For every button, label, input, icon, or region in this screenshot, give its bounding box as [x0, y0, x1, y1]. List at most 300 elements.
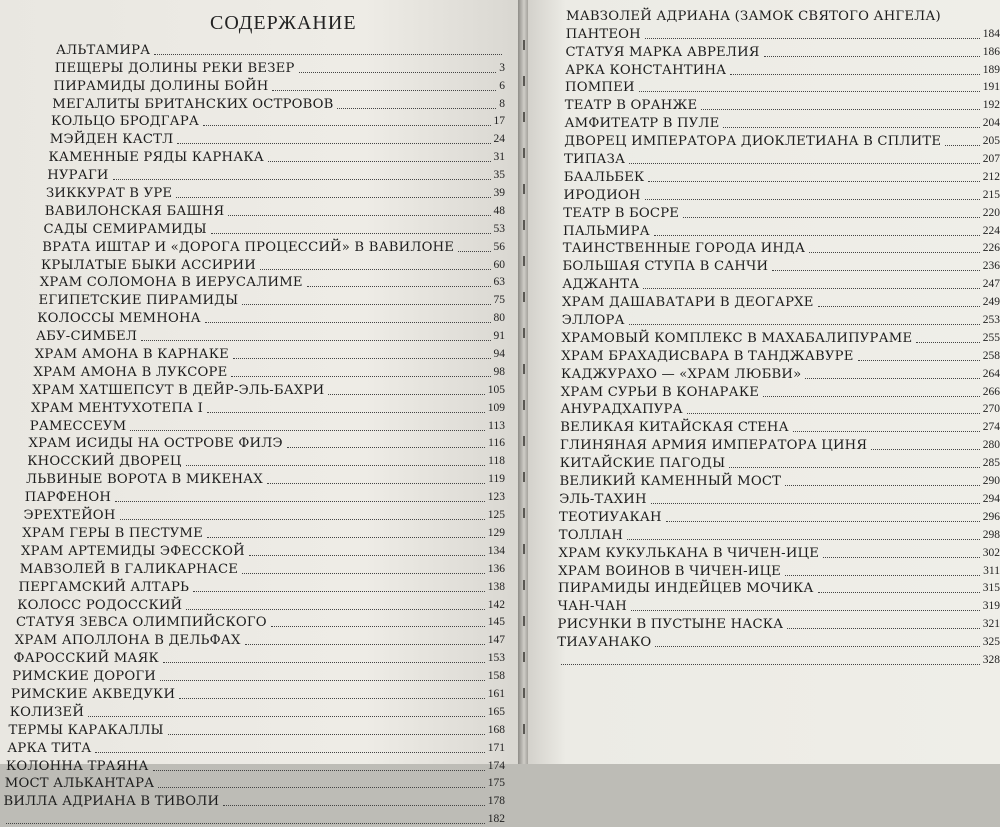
dot-leader [205, 321, 491, 323]
toc-entry [0, 451, 505, 469]
toc-entry-title: ХРАМОВЫЙ КОМПЛЕКС В МАХАБАЛИПУРАМЕ [561, 330, 913, 346]
toc-entry-title: МЭЙДЕН КАСТЛ [49, 132, 174, 148]
binding-stitch [523, 364, 525, 374]
dot-leader [764, 55, 980, 57]
toc-entry [528, 364, 1000, 382]
toc-entry [528, 382, 1000, 400]
toc-entry [0, 201, 505, 219]
toc-entry [528, 489, 1000, 507]
dot-leader [233, 357, 491, 359]
toc-entry-page: 134 [487, 544, 505, 557]
toc-entry-title: ПЕЩЕРЫ ДОЛИНЫ РЕКИ ВЕЗЕР [54, 60, 295, 76]
dot-leader [793, 430, 980, 432]
toc-entry-page: 39 [493, 187, 505, 200]
toc-entry [0, 129, 505, 147]
toc-entry-title: ПОМПЕИ [565, 80, 635, 96]
toc-entry [0, 809, 505, 827]
toc-entry-page: 258 [982, 349, 1000, 362]
dot-leader [858, 359, 980, 361]
dot-leader [645, 37, 980, 39]
dot-leader [809, 251, 980, 253]
toc-entry-page: 138 [487, 580, 505, 593]
toc-entry-title: ВАВИЛОНСКАЯ БАШНЯ [44, 203, 225, 219]
toc-entry [528, 453, 1000, 471]
toc-entry-page: 153 [487, 652, 505, 665]
toc-entry-page: 136 [487, 562, 505, 575]
toc-entry [528, 650, 1000, 668]
toc-entry-page: 191 [982, 81, 1000, 94]
toc-entry [528, 167, 1000, 185]
dot-leader [654, 234, 980, 236]
binding-stitch [523, 148, 525, 158]
dot-leader [163, 661, 485, 663]
toc-entry [528, 400, 1000, 418]
toc-entry-page: 168 [487, 723, 505, 736]
toc-entry-page: 75 [493, 294, 505, 307]
toc-entry [528, 417, 1000, 435]
toc-entry [0, 434, 505, 452]
toc-entry-page: 182 [487, 813, 505, 826]
toc-entry-title: ДВОРЕЦ ИМПЕРАТОРА ДИОКЛЕТИАНА В СПЛИТЕ [564, 134, 942, 150]
toc-entry [0, 362, 505, 380]
dot-leader [272, 89, 496, 91]
binding-stitch [523, 292, 525, 302]
toc-entry-title: ТЕОТИУАКАН [559, 509, 662, 525]
toc-entry-page: 270 [982, 403, 1000, 416]
binding-stitch [523, 616, 525, 626]
toc-entry [528, 596, 1000, 614]
toc-entry-page: 113 [488, 419, 505, 432]
dot-leader [242, 303, 490, 305]
dot-leader [458, 250, 490, 252]
toc-entry-page: 226 [982, 242, 1000, 255]
dot-leader [629, 323, 980, 325]
dot-leader [287, 446, 485, 448]
toc-entry-page: 145 [487, 616, 505, 629]
toc-entry [528, 310, 1000, 328]
toc-entry-page: 224 [982, 224, 1000, 237]
dot-leader [701, 108, 979, 110]
dot-leader [168, 733, 485, 735]
toc-entry [528, 525, 1000, 543]
toc-entry [0, 255, 505, 273]
page-title: СОДЕРЖАНИЕ [210, 12, 357, 34]
toc-entry-title: ВЕЛИКИЙ КАМЕННЫЙ МОСТ [559, 474, 782, 490]
dot-leader [207, 411, 485, 413]
dot-leader [231, 375, 490, 377]
toc-entry-page: 253 [982, 314, 1000, 327]
toc-entry [0, 112, 505, 130]
toc-entry-page: 98 [493, 365, 505, 378]
dot-leader [645, 198, 980, 200]
dot-leader [723, 126, 979, 128]
dot-leader [818, 591, 980, 593]
toc-entry [0, 183, 505, 201]
toc-entry [0, 505, 505, 523]
toc-entry-title: РАМЕССЕУМ [29, 418, 127, 434]
toc-entry [0, 290, 505, 308]
toc-entry-page: 247 [982, 278, 1000, 291]
toc-entry [0, 487, 505, 505]
dot-leader [655, 645, 979, 647]
toc-entry-title: ТАИНСТВЕННЫЕ ГОРОДА ИНДА [562, 241, 806, 257]
toc-entry [0, 380, 505, 398]
toc-entry-title: ЭРЕХТЕЙОН [23, 508, 116, 524]
toc-entry-title: САДЫ СЕМИРАМИДЫ [43, 221, 207, 237]
toc-entry-title: ПЕРГАМСКИЙ АЛТАРЬ [18, 579, 190, 595]
toc-entry-title: РИМСКИЕ АКВЕДУКИ [11, 686, 176, 702]
binding-stitch [523, 544, 525, 554]
dot-leader [787, 627, 979, 629]
dot-leader [805, 377, 979, 379]
toc-entry-title: ХРАМ КУКУЛЬКАНА В ЧИЧЕН-ИЦЕ [558, 545, 820, 561]
dot-leader [307, 285, 491, 287]
dot-leader [823, 556, 980, 558]
toc-entry-title: ПАНТЕОН [565, 26, 641, 42]
toc-entry [0, 559, 505, 577]
toc-entry-title: ХРАМ АРТЕМИДЫ ЭФЕССКОЙ [21, 543, 245, 559]
toc-entry-title: СТАТУЯ ЗЕВСА ОЛИМПИЙСКОГО [16, 615, 267, 631]
toc-entry [0, 273, 505, 291]
toc-entry-page: 249 [982, 296, 1000, 309]
dot-leader [223, 804, 485, 806]
dot-leader [648, 180, 979, 182]
toc-entry-page: 236 [982, 260, 1000, 273]
dot-leader [772, 269, 980, 271]
toc-entry [528, 471, 1000, 489]
toc-entry [0, 58, 505, 76]
toc-entry-title: МАВЗОЛЕЙ АДРИАНА (ЗАМОК СВЯТОГО АНГЕЛА) [566, 8, 941, 24]
dot-leader [337, 107, 496, 109]
toc-entry-title: КОЛИЗЕЙ [9, 704, 85, 720]
dot-leader [193, 590, 485, 592]
toc-entry [528, 292, 1000, 310]
toc-entry [528, 95, 1000, 113]
dot-leader [153, 769, 485, 771]
toc-entry-page: 328 [982, 653, 1000, 666]
toc-entry [528, 239, 1000, 257]
toc-entry [0, 165, 505, 183]
toc-entry-title: ВИЛЛА АДРИАНА В ТИВОЛИ [3, 794, 220, 810]
toc-entry-title: ПАЛЬМИРА [563, 223, 650, 239]
toc-entry-title: ХРАМ СУРЬИ В КОНАРАКЕ [560, 384, 760, 400]
toc-entry [528, 274, 1000, 292]
toc-entry-page: 207 [982, 153, 1000, 166]
toc-entry-title: ХРАМ АПОЛЛОНА В ДЕЛЬФАХ [14, 633, 241, 649]
toc-entry [528, 328, 1000, 346]
toc-entry-title: ТИАУАНАКО [557, 635, 652, 651]
toc-entry [0, 219, 505, 237]
toc-entry [0, 738, 505, 756]
toc-entry [0, 720, 505, 738]
toc-entry-title: КАДЖУРАХО — «ХРАМ ЛЮБВИ» [561, 366, 802, 382]
toc-entry [0, 684, 505, 702]
toc-entry-title: ПАРФЕНОН [24, 490, 112, 506]
toc-entry-page: 220 [982, 206, 1000, 219]
toc-entry [0, 541, 505, 559]
toc-entry [0, 756, 505, 774]
toc-entry-title: ХРАМ МЕНТУХОТЕПА I [31, 400, 204, 416]
toc-entry-title: ХРАМ СОЛОМОНА В ИЕРУСАЛИМЕ [39, 275, 303, 291]
binding-stitch [523, 580, 525, 590]
toc-entry-title: АДЖАНТА [562, 277, 640, 293]
toc-entry-page: 315 [982, 582, 1000, 595]
toc-entry-title: СТАТУЯ МАРКА АВРЕЛИЯ [565, 44, 760, 60]
toc-entry [0, 344, 505, 362]
toc-entry [528, 346, 1000, 364]
toc-entry-title: РИСУНКИ В ПУСТЫНЕ НАСКА [557, 617, 784, 633]
toc-entry-page: 311 [983, 564, 1000, 577]
toc-entry [0, 147, 505, 165]
dot-leader [245, 643, 485, 645]
toc-entry-page: 94 [493, 348, 505, 361]
dot-leader [945, 20, 997, 21]
dot-leader [643, 287, 979, 289]
toc-entry-page: 3 [499, 61, 505, 74]
toc-entry [0, 326, 505, 344]
toc-entry-page: 116 [488, 437, 505, 450]
dot-leader [177, 142, 490, 144]
dot-leader [242, 572, 485, 574]
dot-leader [631, 609, 980, 611]
toc-entry-page: 184 [982, 27, 1000, 40]
toc-entry-page: 274 [982, 421, 1000, 434]
binding-stitch [523, 76, 525, 86]
toc-entry-title: КАМЕННЫЕ РЯДЫ КАРНАКА [48, 150, 264, 166]
toc-entry-page: 125 [487, 509, 505, 522]
toc-entry [528, 561, 1000, 579]
toc-entry-page: 56 [493, 240, 505, 253]
binding-stitch [523, 112, 525, 122]
toc-entry-title: ТОЛЛАН [558, 527, 624, 543]
show-through-text [743, 655, 746, 669]
toc-entry-page: 178 [487, 795, 505, 808]
toc-entry [528, 614, 1000, 632]
dot-leader [651, 502, 980, 504]
toc-entry [0, 595, 505, 613]
dot-leader [561, 663, 980, 665]
toc-entry-title: ВРАТА ИШТАР И «ДОРОГА ПРОЦЕССИЙ» В ВАВИЛОНЕ [42, 239, 455, 255]
toc-entry-title: АНУРАДХАПУРА [560, 402, 683, 418]
toc-entry [0, 774, 505, 792]
dot-leader [916, 341, 979, 343]
toc-entry-title: КНОССКИЙ ДВОРЕЦ [27, 454, 182, 470]
toc-entry-page: 290 [982, 475, 1000, 488]
toc-entry [0, 630, 505, 648]
binding-stitch [523, 472, 525, 482]
toc-entry [528, 221, 1000, 239]
toc-entry-page: 158 [487, 670, 505, 683]
toc-entry-page: 319 [982, 600, 1000, 613]
dot-leader [203, 124, 490, 126]
toc-entry-title: АРКА КОНСТАНТИНА [565, 62, 727, 78]
toc-entry-page: 105 [487, 383, 505, 396]
toc-entry [528, 131, 1000, 149]
toc-entry-page: 53 [493, 222, 505, 235]
toc-entry-title: АРКА ТИТА [7, 740, 92, 756]
toc-entry-page: 165 [487, 705, 505, 718]
binding-stitch [523, 184, 525, 194]
toc-entry [528, 256, 1000, 274]
toc-entry-title: ФАРОССКИЙ МАЯК [13, 651, 159, 667]
toc-entry-page: 123 [487, 491, 505, 504]
toc-entry-title: ТЕАТР В БОСРЕ [563, 205, 680, 221]
toc-entry-page: 280 [982, 439, 1000, 452]
dot-leader [730, 73, 979, 75]
toc-entry [0, 648, 505, 666]
dot-leader [160, 679, 485, 681]
toc-entry-page: 142 [487, 598, 505, 611]
binding-stitch [523, 652, 525, 662]
toc-list-left [0, 40, 505, 827]
dot-leader [871, 448, 980, 450]
toc-entry-page: 186 [982, 45, 1000, 58]
toc-entry-title: МЕГАЛИТЫ БРИТАНСКИХ ОСТРОВОВ [52, 96, 334, 112]
toc-entry-page: 31 [493, 151, 505, 164]
toc-entry [528, 632, 1000, 650]
toc-entry-page: 147 [487, 634, 505, 647]
toc-entry [0, 702, 505, 720]
toc-entry [528, 203, 1000, 221]
dot-leader [729, 466, 979, 468]
binding-stitch [523, 508, 525, 518]
toc-entry-title: ЗИККУРАТ В УРЕ [46, 186, 173, 202]
toc-entry [0, 613, 505, 631]
toc-entry-page: 205 [982, 135, 1000, 148]
binding-stitch [523, 328, 525, 338]
toc-entry-title: ЕГИПЕТСКИЕ ПИРАМИДЫ [38, 293, 239, 309]
toc-entry-title: ХРАМ АМОНА В КАРНАКЕ [34, 347, 229, 363]
toc-entry-title: ХРАМ ГЕРЫ В ПЕСТУМЕ [22, 525, 203, 541]
toc-entry-page: 118 [488, 455, 505, 468]
toc-entry-title: ТЕАТР В ОРАНЖЕ [564, 98, 698, 114]
toc-entry [528, 6, 1000, 24]
toc-entry [0, 577, 505, 595]
toc-entry-page: 8 [499, 97, 505, 110]
toc-entry-title: ХРАМ АМОНА В ЛУКСОРЕ [33, 364, 228, 380]
toc-entry-title: БААЛЬБЕК [563, 169, 645, 185]
dot-leader [154, 53, 502, 55]
toc-entry-title: ВЕЛИКАЯ КИТАЙСКАЯ СТЕНА [560, 420, 789, 436]
toc-entry-title: ИРОДИОН [563, 187, 641, 203]
dot-leader [260, 268, 491, 270]
dot-leader [211, 232, 491, 234]
dot-leader [328, 393, 484, 395]
toc-entry [0, 666, 505, 684]
toc-entry-page: 264 [982, 367, 1000, 380]
dot-leader [179, 697, 485, 699]
dot-leader [629, 162, 980, 164]
toc-entry-title: КРЫЛАТЫЕ БЫКИ АССИРИИ [41, 257, 256, 273]
toc-entry-title: МОСТ АЛЬКАНТАРА [4, 776, 155, 792]
toc-entry-page: 204 [982, 117, 1000, 130]
dot-leader [639, 90, 980, 92]
dot-leader [113, 178, 491, 180]
toc-entry-title: ТИПАЗА [564, 152, 626, 168]
toc-entry-page: 129 [487, 526, 505, 539]
dot-leader [130, 429, 485, 431]
toc-entry-title: КОЛОСС РОДОССКИЙ [17, 597, 183, 613]
dot-leader [818, 305, 980, 307]
toc-entry [528, 42, 1000, 60]
dot-leader [299, 71, 497, 73]
toc-entry-page: 63 [493, 276, 505, 289]
toc-entry [0, 308, 505, 326]
toc-entry-page: 296 [982, 510, 1000, 523]
toc-entry-title: НУРАГИ [47, 168, 109, 184]
toc-entry-page: 285 [982, 457, 1000, 470]
toc-entry-title: ПИРАМИДЫ ИНДЕЙЦЕВ МОЧИКА [558, 581, 814, 597]
toc-entry-page: 175 [487, 777, 505, 790]
dot-leader [207, 536, 485, 538]
binding-stitch [523, 220, 525, 230]
toc-entry-page: 255 [982, 331, 1000, 344]
dot-leader [95, 751, 484, 753]
toc-entry-title: ХРАМ ИСИДЫ НА ОСТРОВЕ ФИЛЭ [28, 436, 283, 452]
toc-entry-title: ХРАМ БРАХАДИСВАРА В ТАНДЖАВУРЕ [561, 348, 854, 364]
dot-leader [6, 822, 485, 824]
binding-stitch [523, 400, 525, 410]
binding-stitch [523, 256, 525, 266]
dot-leader [141, 339, 490, 341]
binding-stitch [523, 40, 525, 50]
toc-entry-page: 325 [982, 636, 1000, 649]
toc-entry [0, 40, 505, 58]
toc-entry [528, 185, 1000, 203]
toc-entry-page: 294 [982, 492, 1000, 505]
toc-entry-title: ХРАМ ХАТШЕПСУТ В ДЕЙР-ЭЛЬ-БАХРИ [32, 382, 325, 398]
dot-leader [176, 196, 490, 198]
toc-entry-page: 298 [982, 528, 1000, 541]
toc-entry [528, 60, 1000, 78]
toc-entry-title: АМФИТЕАТР В ПУЛЕ [564, 116, 720, 132]
toc-entry-page: 91 [493, 330, 505, 343]
dot-leader [683, 216, 980, 218]
toc-entry-title: ХРАМ ДАШАВАТАРИ В ДЕОГАРХЕ [562, 295, 814, 311]
toc-entry-page: 171 [487, 741, 505, 754]
dot-leader [120, 518, 485, 520]
toc-entry-page: 109 [487, 401, 505, 414]
toc-entry [0, 469, 505, 487]
toc-entry-page: 6 [499, 79, 505, 92]
dot-leader [249, 554, 485, 556]
binding-stitch [523, 724, 525, 734]
dot-leader [115, 500, 485, 502]
toc-entry [0, 94, 505, 112]
toc-entry-title: РИМСКИЕ ДОРОГИ [12, 669, 156, 685]
toc-entry-page: 192 [982, 99, 1000, 112]
toc-entry-page: 321 [982, 618, 1000, 631]
binding-stitch [523, 688, 525, 698]
toc-entry-title: КОЛОННА ТРАЯНА [6, 758, 149, 774]
toc-entry-page: 212 [982, 170, 1000, 183]
toc-entry [528, 113, 1000, 131]
toc-entry-title: ЭЛЬ-ТАХИН [559, 491, 647, 507]
toc-entry-title: КОЛОССЫ МЕМНОНА [37, 311, 201, 327]
toc-entry-title: КОЛЬЦО БРОДГАРА [51, 114, 200, 130]
toc-entry-page: 17 [493, 115, 505, 128]
toc-entry-page: 60 [493, 258, 505, 271]
toc-entry-title: МАВЗОЛЕЙ В ГАЛИКАРНАСЕ [19, 561, 239, 577]
toc-entry-title: КИТАЙСКИЕ ПАГОДЫ [559, 456, 726, 472]
dot-leader [945, 144, 980, 146]
toc-entry [528, 149, 1000, 167]
toc-list-right [528, 6, 1000, 668]
dot-leader [88, 715, 485, 717]
toc-entry [0, 237, 505, 255]
toc-entry-page: 189 [982, 63, 1000, 76]
toc-entry [528, 543, 1000, 561]
